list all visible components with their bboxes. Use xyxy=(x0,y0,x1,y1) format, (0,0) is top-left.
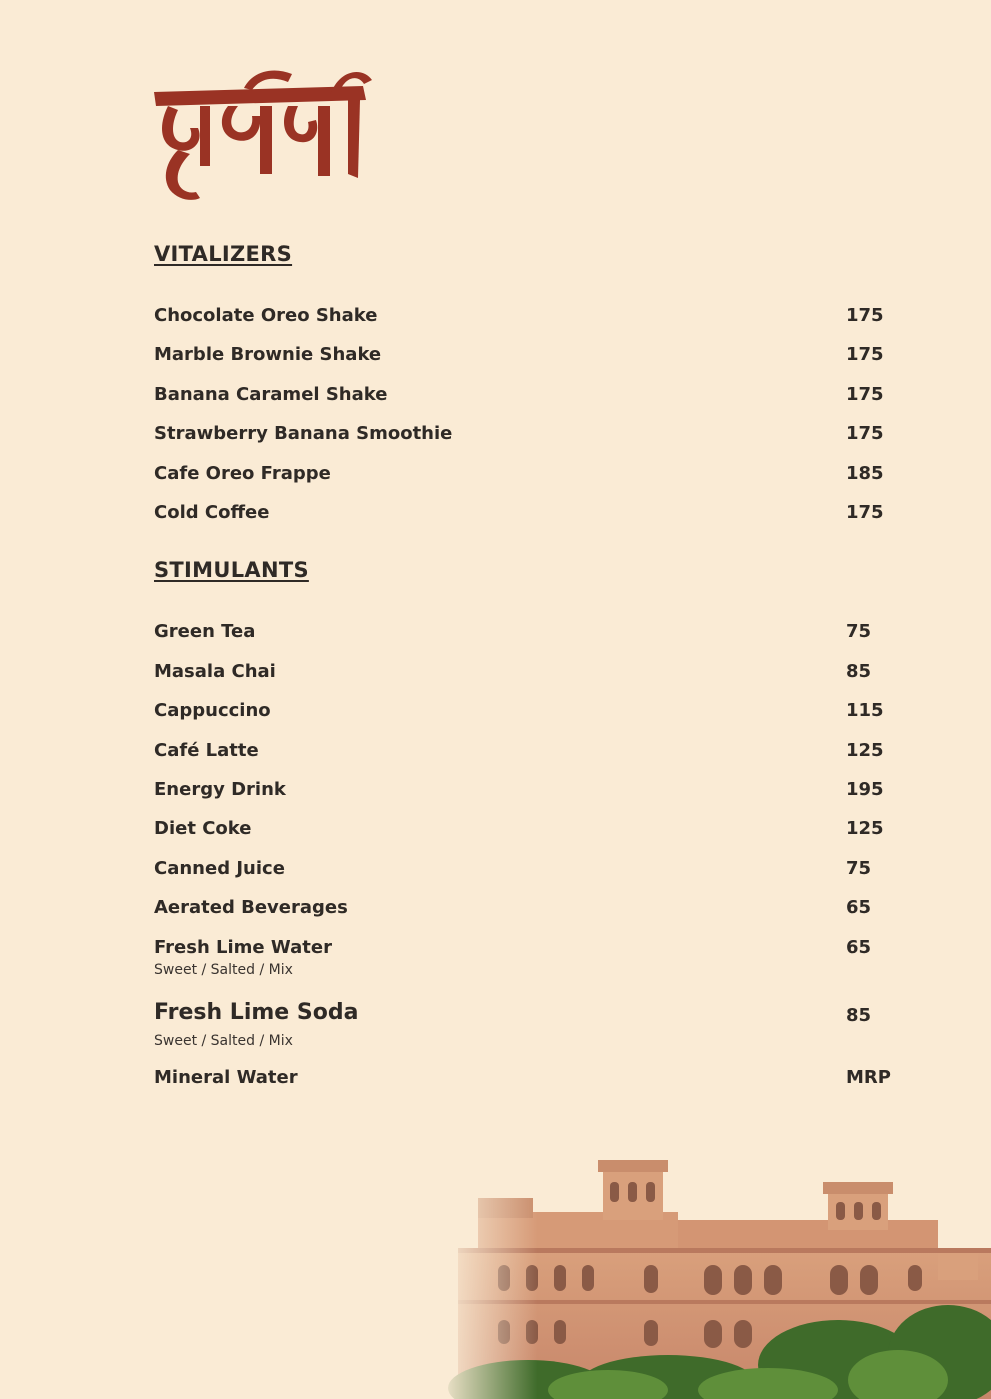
item-price: 65 xyxy=(846,897,872,918)
haveli-logo xyxy=(148,66,373,206)
item-name: Canned Juice xyxy=(154,858,285,879)
item-price: 185 xyxy=(846,463,884,484)
section-title-stimulants: STIMULANTS xyxy=(154,558,309,582)
item-price: 175 xyxy=(846,423,884,444)
item-name: Green Tea xyxy=(154,621,256,642)
section-title-vitalizers: VITALIZERS xyxy=(154,242,293,266)
item-options: Sweet / Salted / Mix xyxy=(154,962,293,978)
item-price: 175 xyxy=(846,384,884,405)
item-name: Cafe Oreo Frappe xyxy=(154,463,331,484)
item-name: Strawberry Banana Smoothie xyxy=(154,423,453,444)
item-name: Mineral Water xyxy=(154,1067,298,1088)
palace-illustration xyxy=(438,1140,991,1399)
haveli-logo-mark xyxy=(148,66,373,206)
item-name: Marble Brownie Shake xyxy=(154,344,382,365)
item-price: 85 xyxy=(846,661,872,682)
item-name: Cappuccino xyxy=(154,700,271,721)
item-price: 125 xyxy=(846,818,884,839)
item-name: Aerated Beverages xyxy=(154,897,348,918)
item-name: Chocolate Oreo Shake xyxy=(154,305,378,326)
item-price: 115 xyxy=(846,700,884,721)
item-name: Masala Chai xyxy=(154,661,276,682)
item-options: Sweet / Salted / Mix xyxy=(154,1033,293,1049)
item-name: Fresh Lime Soda xyxy=(154,1000,359,1025)
item-name: Diet Coke xyxy=(154,818,252,839)
item-price: 125 xyxy=(846,740,884,761)
item-price: 175 xyxy=(846,502,884,523)
item-price: 65 xyxy=(846,937,872,958)
item-name: Energy Drink xyxy=(154,779,286,800)
item-name: Cold Coffee xyxy=(154,502,270,523)
item-price: MRP xyxy=(846,1067,891,1088)
item-price: 85 xyxy=(846,1005,872,1026)
item-price: 175 xyxy=(846,344,884,365)
item-price: 75 xyxy=(846,858,872,879)
item-price: 175 xyxy=(846,305,884,326)
item-price: 75 xyxy=(846,621,872,642)
item-name: Café Latte xyxy=(154,740,259,761)
item-price: 195 xyxy=(846,779,884,800)
item-name: Fresh Lime Water xyxy=(154,937,332,958)
item-name: Banana Caramel Shake xyxy=(154,384,388,405)
